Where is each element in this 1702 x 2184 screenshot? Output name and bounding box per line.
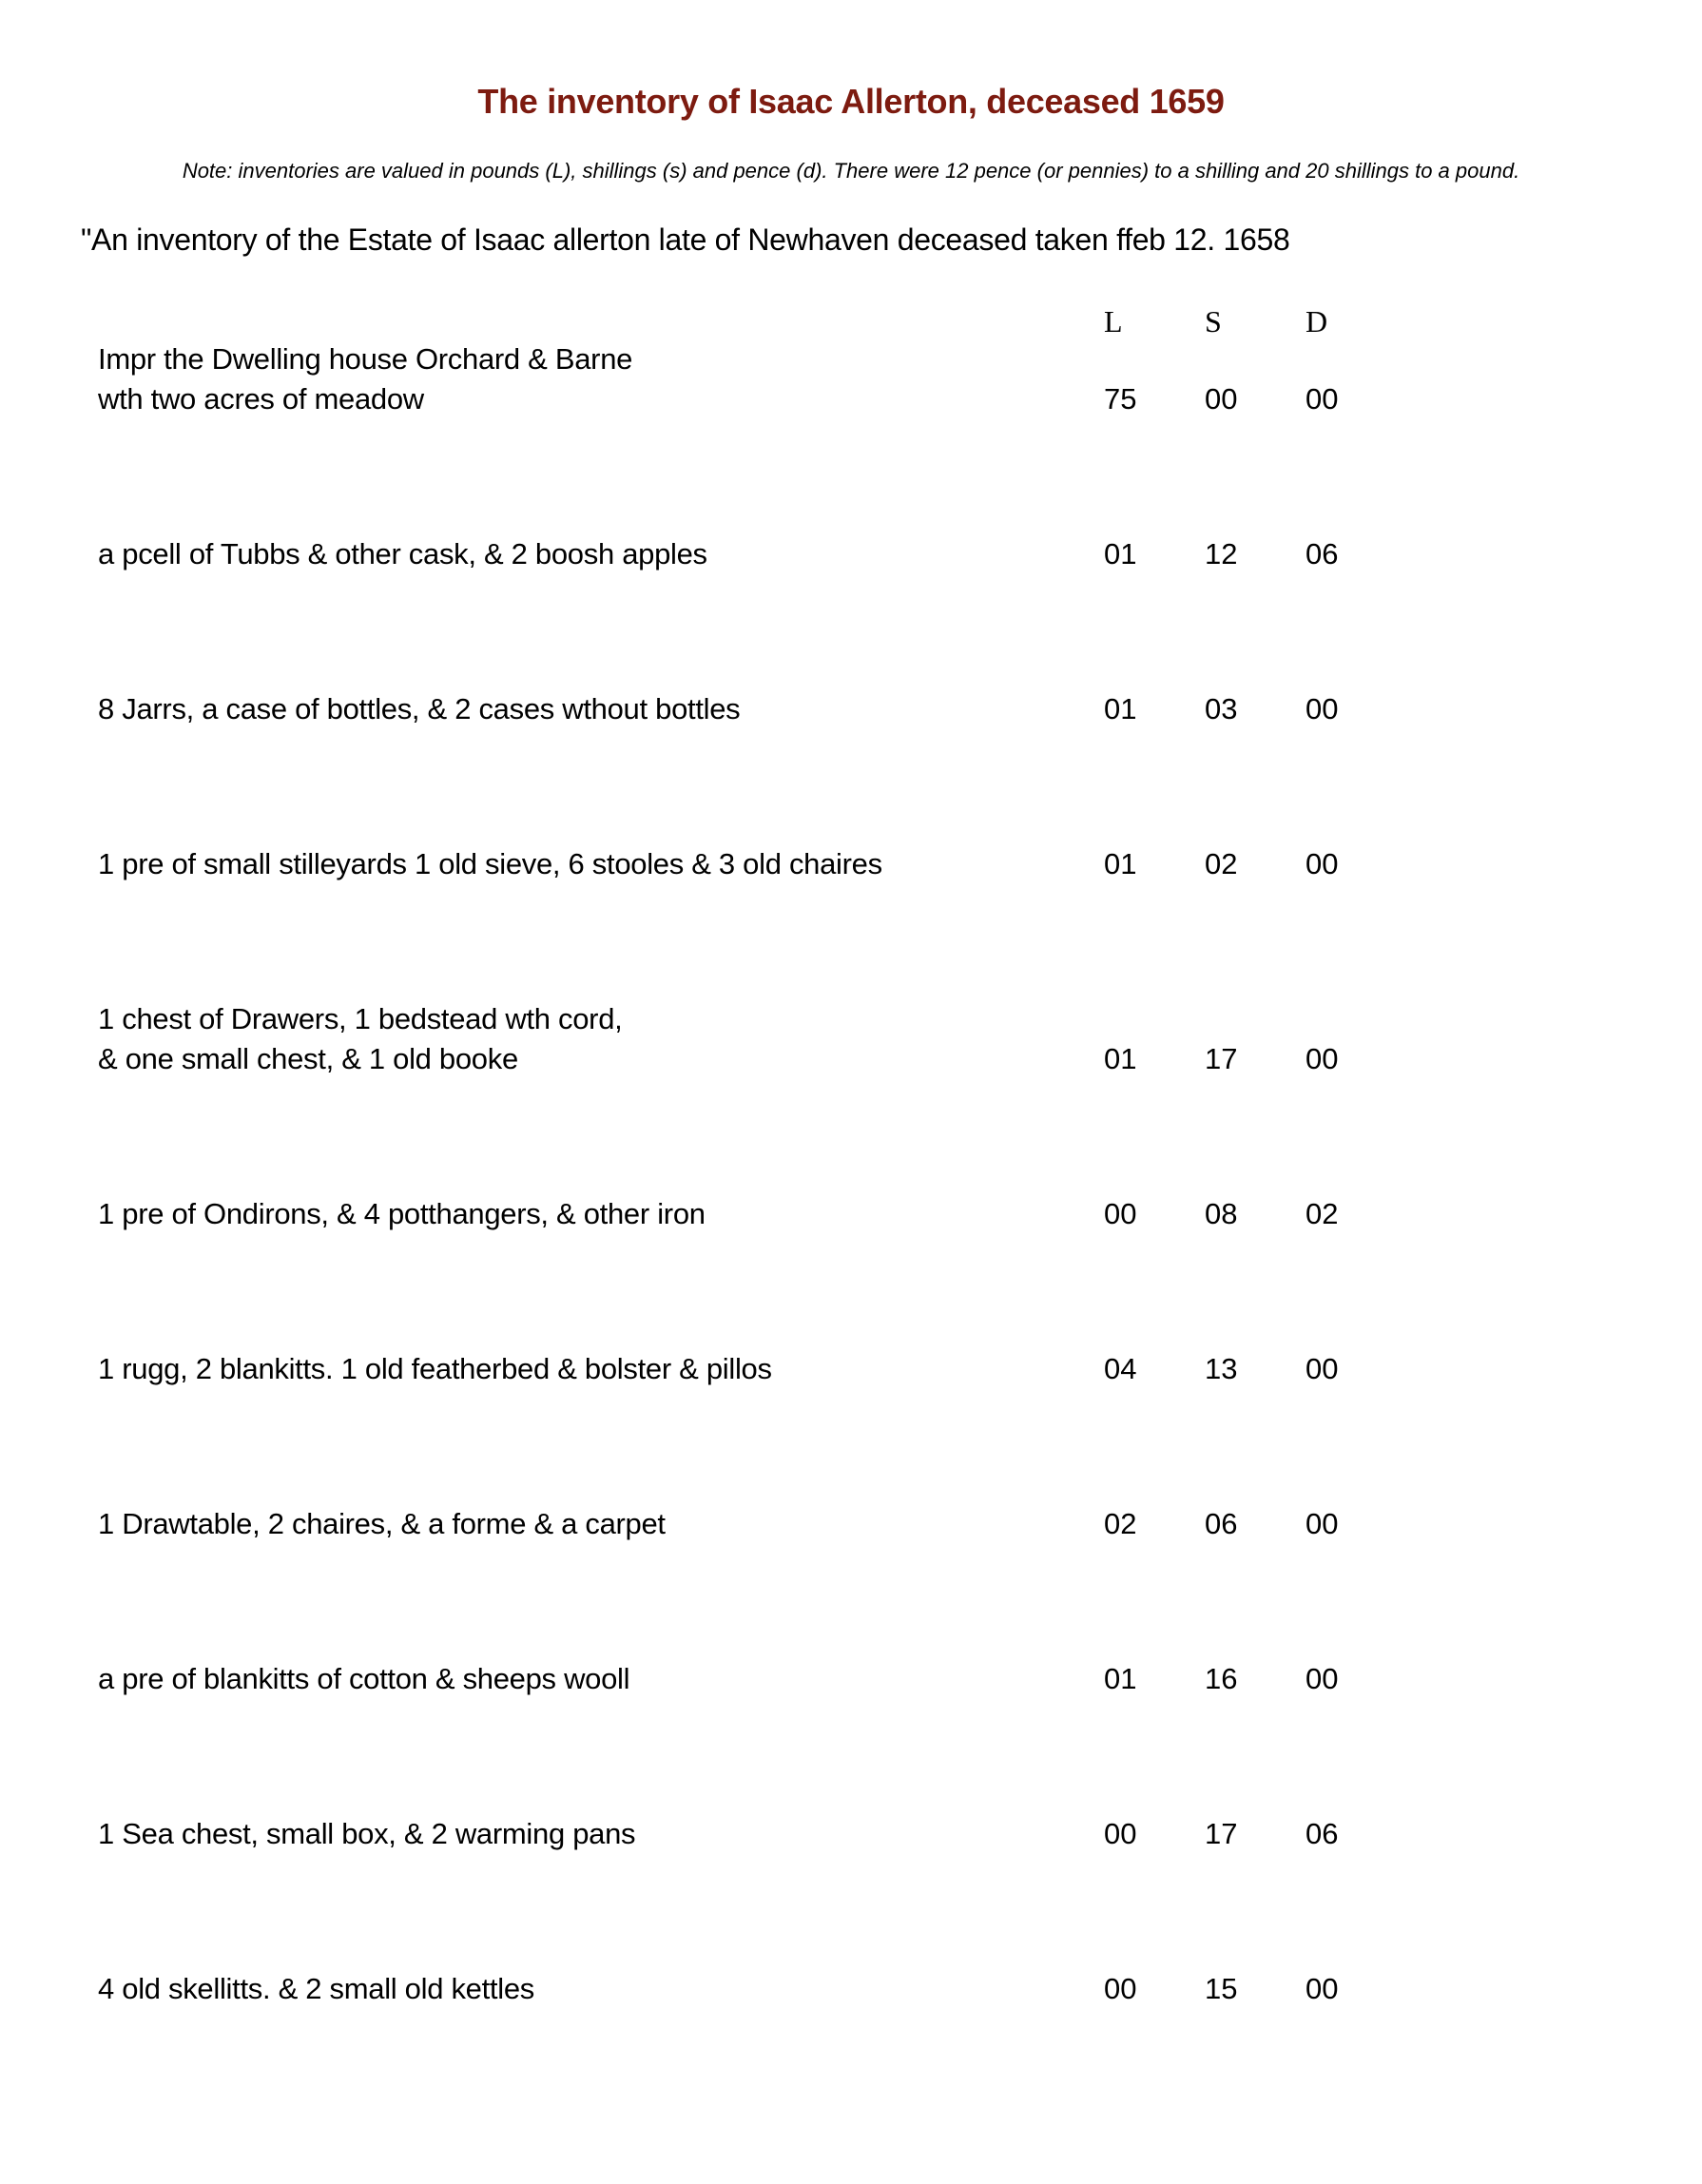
- value-shillings: 06: [1205, 1507, 1238, 1540]
- value-pence: 06: [1306, 1817, 1339, 1850]
- table-row: [0, 689, 1702, 729]
- table-row: [0, 1814, 1702, 1854]
- table-row: [0, 1504, 1702, 1544]
- table-row: [0, 339, 1702, 419]
- value-pence: 00: [1306, 1352, 1339, 1385]
- table-row: [0, 1659, 1702, 1699]
- item-description-line: 1 Drawtable, 2 chaires, & a forme & a carpet: [98, 1507, 666, 1540]
- item-description: [98, 1659, 1104, 1699]
- item-description: [98, 844, 1104, 884]
- table-row: [0, 999, 1702, 1079]
- item-description-line: 4 old skellitts. & 2 small old kettles: [98, 1972, 534, 2005]
- value-pence: 00: [1306, 1972, 1339, 2005]
- table-row: [0, 1194, 1702, 1234]
- item-description-line: a pcell of Tubbs & other cask, & 2 boosh apples: [98, 537, 707, 570]
- column-header-pence: D: [1306, 304, 1328, 338]
- item-description-line: Impr the Dwelling house Orchard & Barne: [98, 342, 633, 376]
- value-shillings: 17: [1205, 1817, 1238, 1850]
- item-description-line: 1 chest of Drawers, 1 bedstead wth cord,: [98, 1002, 623, 1035]
- page-title: The inventory of Isaac Allerton, deceased 1659: [477, 82, 1225, 121]
- inventory-rows: [0, 339, 1702, 2009]
- value-pounds: 01: [1104, 692, 1137, 725]
- item-description: [98, 1504, 1104, 1544]
- value-shillings: 08: [1205, 1197, 1238, 1230]
- value-shillings: 03: [1205, 692, 1238, 725]
- column-header-row: [0, 305, 1702, 338]
- item-description-line: 8 Jarrs, a case of bottles, & 2 cases wthout bottles: [98, 692, 741, 725]
- value-pounds: 01: [1104, 1662, 1137, 1695]
- value-pounds: 01: [1104, 537, 1137, 570]
- table-row: [0, 844, 1702, 884]
- item-description: [98, 534, 1104, 574]
- item-description-line: wth two acres of meadow: [98, 382, 424, 416]
- table-row: [0, 1969, 1702, 2009]
- value-shillings: 12: [1205, 537, 1238, 570]
- item-description-line: a pre of blankitts of cotton & sheeps wooll: [98, 1662, 630, 1695]
- inventory-table: [0, 305, 1702, 2009]
- value-pence: 00: [1306, 692, 1339, 725]
- value-pounds: 01: [1104, 1042, 1137, 1075]
- value-pence: 06: [1306, 537, 1339, 570]
- item-description: [98, 1349, 1104, 1389]
- value-pounds: 00: [1104, 1197, 1137, 1230]
- item-description: [98, 339, 1104, 419]
- item-description: [98, 1969, 1104, 2009]
- value-pence: 00: [1306, 847, 1339, 880]
- intro-line: "An inventory of the Estate of Isaac allerton late of Newhaven deceased taken ffeb 12. 1658: [81, 222, 1290, 257]
- value-pounds: 04: [1104, 1352, 1137, 1385]
- value-pounds: 01: [1104, 847, 1137, 880]
- value-pence: 00: [1306, 1507, 1339, 1540]
- value-pence: 00: [1306, 1042, 1339, 1075]
- value-pence: 00: [1306, 1662, 1339, 1695]
- column-header-shillings: S: [1205, 304, 1222, 338]
- value-shillings: 17: [1205, 1042, 1238, 1075]
- item-description-line: 1 pre of small stilleyards 1 old sieve, 6 stooles & 3 old chaires: [98, 847, 882, 880]
- column-header-pounds: L: [1104, 304, 1123, 338]
- value-pounds: 75: [1104, 382, 1137, 416]
- item-description: [98, 689, 1104, 729]
- item-description: [98, 999, 1104, 1079]
- item-description: [98, 1194, 1104, 1234]
- item-description-line: & one small chest, & 1 old booke: [98, 1042, 518, 1075]
- item-description-line: 1 pre of Ondirons, & 4 potthangers, & other iron: [98, 1197, 706, 1230]
- item-description: [98, 1814, 1104, 1854]
- table-row: [0, 534, 1702, 574]
- value-pence: 02: [1306, 1197, 1339, 1230]
- item-description-line: 1 rugg, 2 blankitts. 1 old featherbed & bolster & pillos: [98, 1352, 772, 1385]
- value-pounds: 00: [1104, 1817, 1137, 1850]
- item-description-line: 1 Sea chest, small box, & 2 warming pans: [98, 1817, 636, 1850]
- table-row: [0, 1349, 1702, 1389]
- value-pounds: 00: [1104, 1972, 1137, 2005]
- value-shillings: 16: [1205, 1662, 1238, 1695]
- valuation-note: Note: inventories are valued in pounds (L), shillings (s) and pence (d). There were 12 pence (or pennies) to a shilling and 20 shillings to a pound.: [182, 159, 1520, 183]
- value-shillings: 13: [1205, 1352, 1238, 1385]
- document-page: [0, 81, 1702, 2009]
- value-pence: 00: [1306, 382, 1339, 416]
- value-shillings: 02: [1205, 847, 1238, 880]
- value-shillings: 00: [1205, 382, 1238, 416]
- value-pounds: 02: [1104, 1507, 1137, 1540]
- value-shillings: 15: [1205, 1972, 1238, 2005]
